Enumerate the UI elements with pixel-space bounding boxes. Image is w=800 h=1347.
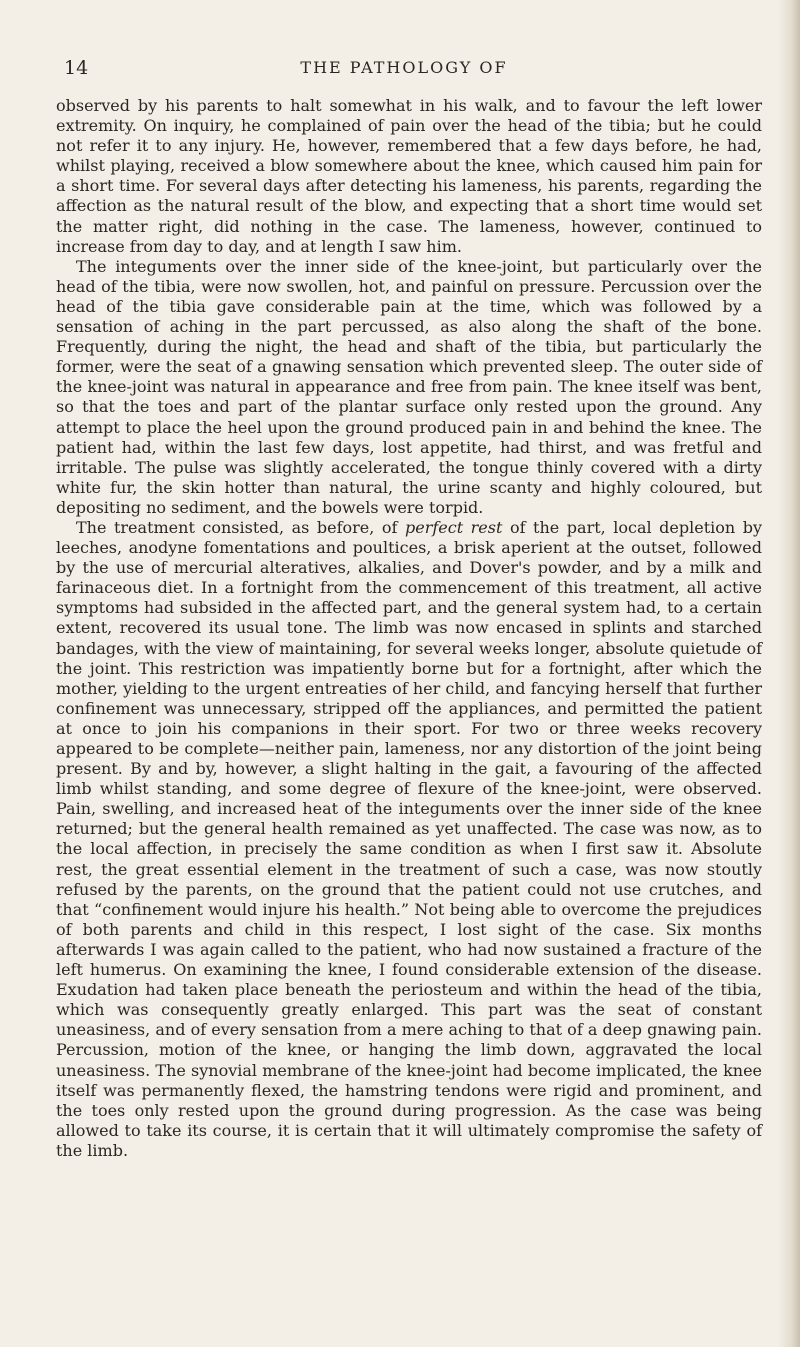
page-number: 14 [64,57,89,79]
paragraph-3-before: The treatment consisted, as before, of [76,517,405,537]
page-header [64,56,744,80]
emphasis-perfect-rest: perfect rest [404,517,503,537]
body-text [56,96,762,1161]
paragraph-2: The integuments over the inner side of the knee-joint, but particularly over the head of the tibia, were now swollen, hot, and painful on pressure. Percussion over the head of the tibia gave considerable pain at the time, which was followed by a sensation of aching in the part percussed, as also along the shaft of the bone. Frequently, during the night, the head and shaft of the tibia, but particularly the former, were the seat of a gnawing sensation which prevented sleep. The outer side of the knee-joint was natural in appearance and free from pain. The knee itself was bent, so that the toes and part of the plantar surface only rested upon the ground. Any attempt to place the heel upon the ground produced pain in and behind the knee. The patient had, within the last few days, lost appetite, had thirst, and was fretful and irritable. The pulse was slightly accelerated, the tongue thinly covered with a dirty white fur, the skin hotter than natural, the urine scanty and highly coloured, but depositing no sediment, and the bowels were torpid. [56,256,762,517]
paragraph-1: observed by his parents to halt somewhat in his walk, and to favour the left lower extremity. On inquiry, he complained of pain over the head of the tibia; but he could not refer it to any injury. He, however, remembered that a few days before, he had, whilst playing, received a blow somewhere about the knee, which caused him pain for a short time. For several days after detecting his lameness, his parents, regarding the affection as the natural result of the blow, and expecting that a short time would set the matter right, did nothing in the case. The lameness, however, continued to increase from day to day, and at length I saw him. [56,96,762,256]
page-edge-shadow [778,0,800,1347]
paragraph-3-after: of the part, local depletion by leeches, anodyne fomentations and poultices, a brisk aperient at the outset, followed by the use of mercurial alteratives, alkalies, and Dover's powder, and by a milk and farinaceous diet. In a fortnight from the commencement of this treatment, all active symptoms had subsided in the affected part, and the general system had, to a certain extent, recovered its usual tone. The limb was now encased in splints and starched bandages, with the view of maintaining, for several weeks longer, absolute quietude of the joint. This restriction was impatiently borne but for a fortnight, after which the mother, yielding to the urgent entreaties of her child, and fancying herself that further confinement was unnecessary, stripped off the appliances, and permitted the patient at once to join his companions in their sport. For two or three weeks recovery appeared to be complete—neither pain, lameness, nor any distortion of the joint being present. By and by, however, a slight halting in the gait, a favouring of the affected limb whilst standing, and some degree of flexure of the knee-joint, were observed. Pain, swelling, and increased heat of the integuments over the inner side of the knee returned; but the general health remained as yet unaffected. The case was now, as to the local affection, in precisely the same condition as when I first saw it. Absolute rest, the great essential element in the treatment of such a case, was now stoutly refused by the parents, on the ground that the patient could not use crutches, and that “confinement would injure his health.” Not being able to overcome the prejudices of both parents and child in this respect, I lost sight of the case. Six months afterwards I was again called to the patient, who had now sustained a fracture of the left humerus. On examining the knee, I found considerable extension of the disease. Exudation had taken place beneath the periosteum and within the head of the tibia, which was consequently greatly enlarged. This part was the seat of constant uneasiness, and of every sensation from a mere aching to that of a deep gnawing pain. Percussion, motion of the knee, or hanging the limb down, aggravated the local uneasiness. The synovial membrane of the knee-joint had become implicated, the knee itself was permanently flexed, the hamstring tendons were rigid and prominent, and the toes only rested upon the ground during progression. As the case was being allowed to take its course, it is certain that it will ultimately compromise the safety of the limb. [56,517,763,1160]
paragraph-3 [56,518,762,1161]
running-head: THE PATHOLOGY OF [300,58,508,77]
